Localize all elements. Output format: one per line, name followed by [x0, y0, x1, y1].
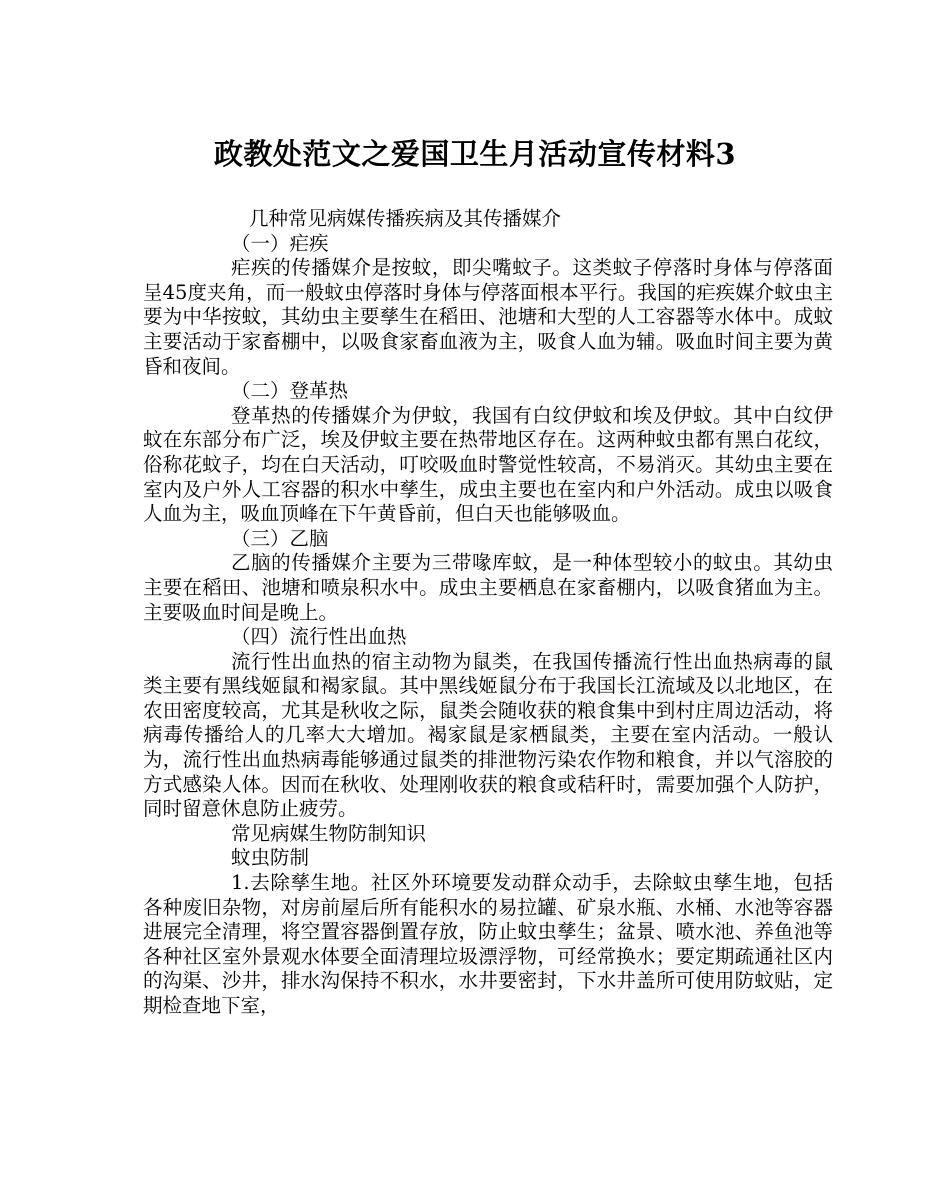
document-body [143, 207, 833, 1019]
section-heading-mosquito-control: 蚊虫防制 [231, 846, 310, 870]
section-heading-malaria: （一）疟疾 [231, 231, 329, 255]
section-heading-vector-control: 常见病媒生物防制知识 [231, 821, 427, 845]
paragraph-breeding-sites: 1.去除孳生地。社区外环境要发动群众动手，去除蚊虫孳生地，包括各种废旧杂物，对房前屋后所有能积水的易拉罐、矿泉水瓶、水桶、水池等容器进展完全清理，将空置容器倒置存放，防止蚊虫孳生；盆景、喷水池、养鱼池等各种社区室外景观水体要全面清理垃圾漂浮物，可经常换水；要定期疏通社区内的沟渠、沙井，排水沟保持不积水，水井要密封，下水井盖所可使用防蚊贴，定期检查地下室， [143, 871, 833, 1017]
paragraph-hemorrhagic-fever: 流行性出血热的宿主动物为鼠类，在我国传播流行性出血热病毒的鼠类主要有黑线姬鼠和褐家鼠。其中黑线姬鼠分布于我国长江流域及以北地区，在农田密度较高，尤其是秋收之际，鼠类会随收获的粮食集中到村庄周边活动，将病毒传播给人的几率大大增加。褐家鼠是家栖鼠类，主要在室内活动。一般认为，流行性出血热病毒能够通过鼠类的排泄物污染农作物和粮食，并以气溶胶的方式感染人体。因而在秋收、处理刚收获的粮食或秸秆时，需要加强个人防护，同时留意休息防止疲劳。 [143, 649, 833, 821]
document-title: 政教处范文之爱国卫生月活动宣传材料3 [213, 137, 737, 171]
section-heading-encephalitis: （三）乙脑 [231, 526, 329, 550]
section-heading-hemorrhagic-fever: （四）流行性出血热 [231, 625, 407, 649]
section-heading-dengue: （二）登革热 [231, 379, 349, 403]
paragraph-dengue: 登革热的传播媒介为伊蚊，我国有白纹伊蚊和埃及伊蚊。其中白纹伊蚊在东部分布广泛，埃及伊蚊主要在热带地区存在。这两种蚊虫都有黑白花纹，俗称花蚊子，均在白天活动，叮咬吸血时警觉性较高，不易消灭。其幼虫主要在室内及户外人工容器的积水中孳生，成虫主要也在室内和户外活动。成虫以吸食人血为主，吸血顶峰在下午黄昏前，但白天也能够吸血。 [143, 403, 833, 526]
paragraph-malaria: 疟疾的传播媒介是按蚊，即尖嘴蚊子。这类蚊子停落时身体与停落面呈45度夹角，而一般蚊虫停落时身体与停落面根本平行。我国的疟疾媒介蚊虫主要为中华按蚊，其幼虫主要孳生在稻田、池塘和大型的人工容器等水体中。成蚊主要活动于家畜棚中，以吸食家畜血液为主，吸食人血为辅。吸血时间主要为黄昏和夜间。 [143, 256, 833, 378]
section-subtitle: 几种常见病媒传播疾病及其传播媒介 [249, 207, 562, 230]
paragraph-encephalitis: 乙脑的传播媒介主要为三带喙库蚊，是一种体型较小的蚊虫。其幼虫主要在稻田、池塘和喷泉积水中。成虫主要栖息在家畜棚内，以吸食猪血为主。主要吸血时间是晚上。 [143, 551, 833, 624]
